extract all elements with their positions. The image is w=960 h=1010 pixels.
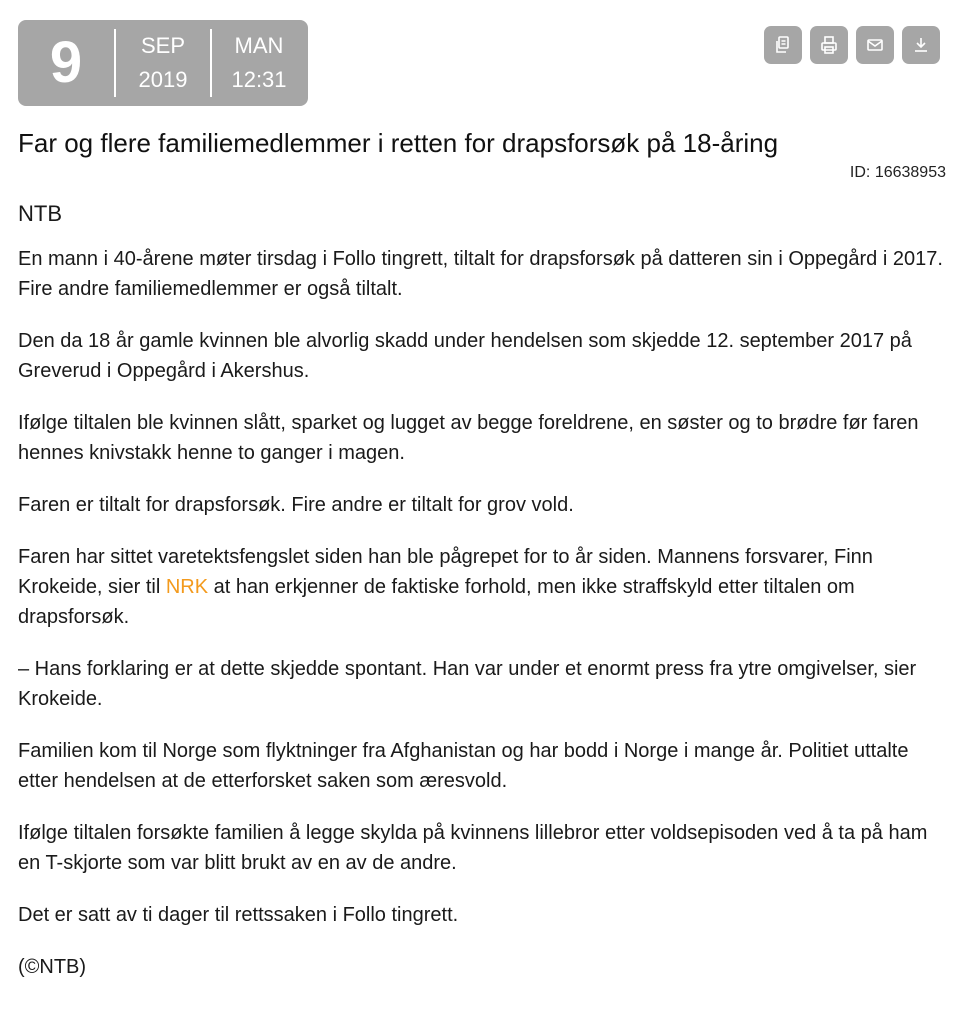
paragraph: Faren er tiltalt for drapsforsøk. Fire andre er tiltalt for grov vold. (18, 494, 574, 516)
date-month-year (116, 29, 210, 97)
email-button[interactable] (856, 26, 894, 64)
copyright-line: (©NTB) (18, 956, 87, 978)
print-icon (819, 35, 839, 55)
copy-icon (773, 35, 793, 55)
copy-button[interactable] (764, 26, 802, 64)
paragraph-text: at han erkjenner de faktiske forhold, men ikke straffskyld etter tiltalen om drapsforsøk. (18, 576, 855, 628)
download-button[interactable] (902, 26, 940, 64)
article-headline: Far og flere familiemedlemmer i retten for drapsforsøk på 18-åring (18, 128, 779, 158)
paragraph: Familien kom til Norge som flyktninger fra Afghanistan og har bodd i Norge i mange år. Politiet uttalte etter hendelsen at de etterforsket saken som æresvold. (18, 740, 909, 792)
paragraph: Ifølge tiltalen ble kvinnen slått, sparket og lugget av begge foreldrene, en søster og to brødre før faren hennes knivstakk henne to ganger i magen. (18, 412, 919, 464)
paragraph: Ifølge tiltalen forsøkte familien å legge skylda på kvinnens lillebror etter voldsepisoden ved å ta på ham en T-skjorte som var blitt brukt av en av de andre. (18, 822, 928, 874)
paragraph (18, 542, 948, 632)
article-source: NTB (18, 201, 62, 226)
article-body (18, 244, 948, 1004)
paragraph: En mann i 40-årene møter tirsdag i Follo tingrett, tiltalt for drapsforsøk på datteren sin i Oppegård i 2017. Fire andre familiemedlemmer er også tiltalt. (18, 248, 943, 300)
nrk-link[interactable]: NRK (165, 576, 209, 598)
paragraph: Det er satt av ti dager til rettssaken i Follo tingrett. (18, 904, 459, 926)
email-icon (865, 35, 885, 55)
paragraph: – Hans forklaring er at dette skjedde spontant. Han var under et enormt press fra ytre omgivelser, sier Krokeide. (18, 658, 917, 710)
paragraph: Den da 18 år gamle kvinnen ble alvorlig skadd under hendelsen som skjedde 12. september 2017 på Greverud i Oppegård i Akershus. (18, 330, 912, 382)
date-month: SEP (140, 33, 186, 58)
article-toolbar (764, 26, 940, 64)
date-year: 2019 (138, 67, 188, 92)
download-icon (911, 35, 931, 55)
date-day: 9 (49, 30, 83, 95)
date-weekday-time (212, 29, 306, 97)
article-id: ID: 16638953 (849, 164, 946, 181)
date-badge (18, 20, 308, 106)
date-time: 12:31 (231, 67, 287, 92)
date-weekday: MAN (234, 33, 284, 58)
print-button[interactable] (810, 26, 848, 64)
paragraph-text: Faren har sittet varetektsfengslet siden han ble pågrepet for to år siden. Mannens forsvarer, Finn Krokeide, sier til (18, 546, 873, 598)
